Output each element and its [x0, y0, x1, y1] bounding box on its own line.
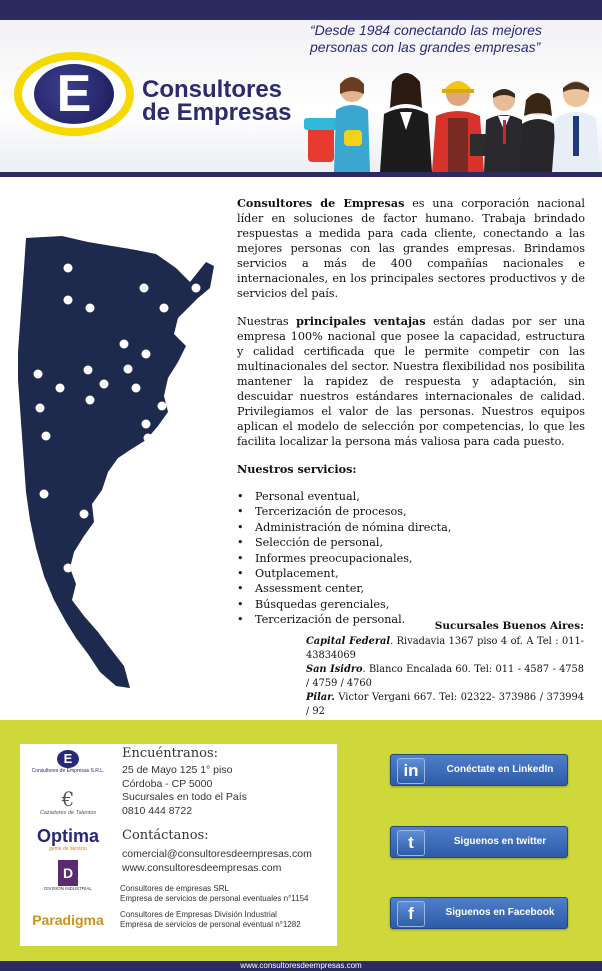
branch-dot: [64, 296, 73, 305]
company-logo: E: [14, 52, 134, 136]
registration-2: Consultores de Empresas División Industrial Empresa de servicios de personal eventual n°1282: [120, 910, 301, 929]
branch-dot: [64, 264, 73, 273]
branch-entry: Capital Federal. Rivadavia 1367 piso 4 of. A Tel : 011- 43834069: [306, 636, 584, 661]
slogan: “Desde 1984 conectando las mejores personas con las grandes empresas”: [310, 22, 542, 55]
branch-dot: [124, 365, 133, 374]
branch-dot: [142, 350, 151, 359]
bottom-bar: [0, 961, 602, 971]
bottom-url[interactable]: www.consultoresdeempresas.com: [240, 961, 362, 970]
division-industrial-sub-logo: D DIVISION INDUSTRIAL: [28, 860, 108, 892]
service-item: • Personal eventual,: [237, 489, 585, 504]
branch-dot: [120, 340, 129, 349]
branches-title: Sucursales Buenos Aires:: [434, 620, 584, 632]
header-banner: [0, 20, 602, 172]
branch-dot: [80, 510, 89, 519]
find-us-title: Encuéntranos:: [122, 746, 219, 761]
branch-dot: [86, 396, 95, 405]
find-us-details: 25 de Mayo 125 1° piso Córdoba - CP 5000 Sucursales en todo el País 0810 444 8722: [122, 764, 247, 817]
branch-dot: [36, 404, 45, 413]
branch-dot: [86, 304, 95, 313]
service-item: • Selección de personal,: [237, 535, 585, 550]
contact-card: [20, 744, 337, 946]
branch-dot: [64, 564, 73, 573]
branch-dot: [192, 284, 201, 293]
optima-sub-logo: Optima gente de servicio: [36, 826, 99, 852]
service-item: • Tercerización de procesos,: [237, 504, 585, 519]
service-item: • Informes preocupacionales,: [237, 551, 585, 566]
branch-dot: [100, 380, 109, 389]
branch-dot: [140, 284, 149, 293]
services-title: Nuestros servicios:: [237, 462, 357, 476]
website-link[interactable]: www.consultoresdeempresas.com: [122, 861, 282, 874]
facebook-button[interactable]: f Siguenos en Facebook: [390, 897, 568, 929]
contact-title: Contáctanos:: [122, 828, 209, 843]
facebook-icon: f: [397, 901, 425, 927]
service-item: • Assessment center,: [237, 581, 585, 596]
header-divider: [0, 172, 602, 177]
paradigma-sub-logo: Paradigma: [32, 912, 104, 928]
contact-details: [122, 848, 312, 875]
branches-block: [306, 619, 584, 719]
branch-dot: [142, 420, 151, 429]
intro-paragraph: Consultores de Empresas es una corporación nacional líder en soluciones de factor humano. Trabaja brindado respuestas a medida para cada cliente, conectando a las mejores personas con las grandes empresas. Brindamos servicios a más de 400 compañías nacionales e internacionales, en los principales sectores productivos y de servicios del país.: [237, 196, 585, 300]
branch-dot: [158, 402, 167, 411]
advantages-paragraph: Nuestras principales ventajas están dadas por ser una empresa 100% nacional que posee la capacidad, estructura y calidad certificada que le permite competir con las multinacionales del sector. Nuestra flexibilidad nos posibilita mantener la rapidez de respuesta y adaptación, sin descuidar nuestros estándares internacionales de calidad. Privilegiamos el valor de las personas. Nuestros equipos aplican el modelo de selección por competencias, lo que les facilita localizar la persona más valiosa para cada puesto.: [237, 314, 586, 448]
branch-dot: [144, 434, 153, 443]
brand-name: Consultores de Empresas: [142, 76, 292, 126]
service-item: • Tercerización de personal.: [237, 612, 585, 627]
email-link[interactable]: comercial@consultoresdeempresas.com: [122, 848, 312, 860]
branch-dot: [42, 432, 51, 441]
branch-dot: [160, 304, 169, 313]
consultores-sub-logo: E Consultores de Empresas S.R.L.: [31, 751, 105, 774]
linkedin-icon: in: [397, 758, 425, 784]
main-content: [237, 196, 585, 628]
service-item: • Administración de nómina directa,: [237, 520, 585, 535]
argentina-map: [0, 236, 230, 696]
team-photo: [300, 60, 600, 172]
top-bar: [0, 0, 602, 20]
cazadores-sub-logo: € Cazadores de Talentos: [39, 787, 97, 816]
branch-entry: Pilar. Victor Vergani 667. Tel: 02322- 373986 / 373994 / 92: [306, 692, 584, 717]
twitter-icon: t: [397, 830, 425, 856]
services-list: [237, 489, 585, 628]
registration-1: Consultores de empresas SRL Empresa de servicios de personal eventuales n°1154: [120, 884, 309, 903]
branch-dot: [40, 490, 49, 499]
twitter-button[interactable]: t Siguenos en twitter: [390, 826, 568, 858]
branch-dot: [34, 370, 43, 379]
service-item: • Búsquedas gerenciales,: [237, 597, 585, 612]
branch-dot: [84, 366, 93, 375]
branch-dot: [132, 384, 141, 393]
branch-dot: [56, 384, 65, 393]
footer-panel: [0, 720, 602, 961]
linkedin-button[interactable]: in Conéctate en LinkedIn: [390, 754, 568, 786]
branch-entry: San Isidro. Blanco Encalada 60. Tel: 011 - 4587 - 4758 / 4759 / 4760: [306, 664, 585, 689]
service-item: • Outplacement,: [237, 566, 585, 581]
